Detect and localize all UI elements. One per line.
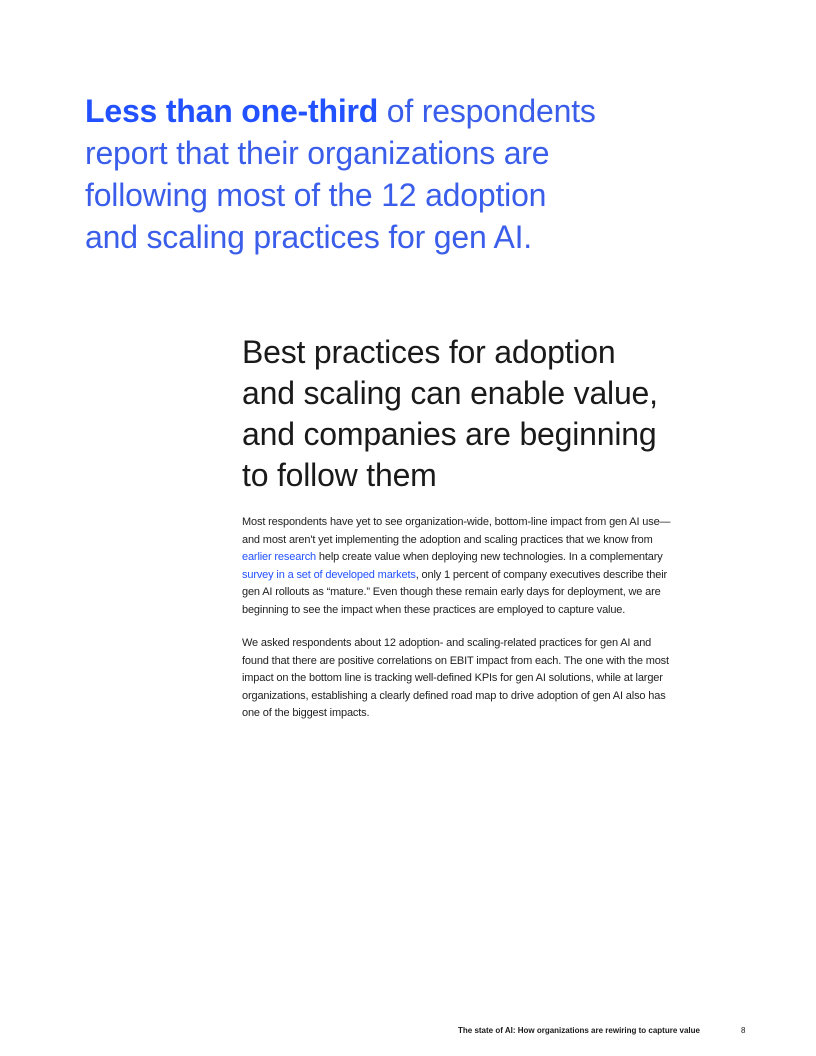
paragraph-2-line-3: impact on the bottom line is tracking well-defined KPIs for gen AI solutions, while at larger	[242, 672, 663, 684]
paragraph-1-line-4: , only 1 percent of company executives describe their	[415, 568, 668, 581]
pull-quote-line-2: report that their organizations are	[85, 135, 550, 171]
paragraph-1-line-2: and most aren't yet implementing the adoption and scaling practices that we know from	[242, 533, 653, 546]
section-heading-line-4: to follow them	[242, 457, 437, 493]
paragraph-1-line-5: gen AI rollouts as “mature.” Even though these remain early days for deployment, we are	[242, 586, 661, 598]
earlier-research-link[interactable]: earlier research	[242, 551, 317, 563]
body-paragraph-1	[242, 514, 732, 619]
paragraph-2-line-5: one of the biggest impacts.	[242, 707, 370, 719]
paragraph-2-line-2: found that there are positive correlations on EBIT impact from each. The one with the most	[242, 654, 669, 667]
section-heading-line-1: Best practices for adoption	[242, 334, 616, 370]
pull-quote-emphasis: Less than one-third	[85, 93, 379, 129]
paragraph-2-line-4: organizations, establishing a clearly defined road map to drive adoption of gen AI also has	[242, 689, 666, 702]
paragraph-1-line-3: help create value when deploying new technologies. In a complementary	[316, 551, 663, 563]
section-heading-line-2: and scaling can enable value,	[242, 375, 658, 411]
section-heading-line-3: and companies are beginning	[242, 416, 657, 452]
body-paragraph-2	[242, 635, 732, 723]
pull-quote-line-4: and scaling practices for gen AI.	[85, 219, 532, 255]
pull-quote-line-1: of respondents	[378, 93, 596, 129]
developed-markets-survey-link[interactable]: survey in a set of developed markets	[242, 568, 416, 581]
pull-quote	[85, 90, 685, 258]
paragraph-1-line-1: Most respondents have yet to see organization-wide, bottom-line impact from gen AI use—	[242, 516, 671, 528]
footer-report-title: The state of AI: How organizations are rewiring to capture value	[458, 1026, 700, 1035]
paragraph-1-line-6: beginning to see the impact when these practices are employed to capture value.	[242, 603, 626, 616]
pull-quote-line-3: following most of the 12 adoption	[85, 177, 547, 213]
page-number: 8	[741, 1026, 746, 1035]
section-heading	[242, 332, 742, 496]
paragraph-2-line-1: We asked respondents about 12 adoption- and scaling-related practices for gen AI and	[242, 637, 652, 649]
